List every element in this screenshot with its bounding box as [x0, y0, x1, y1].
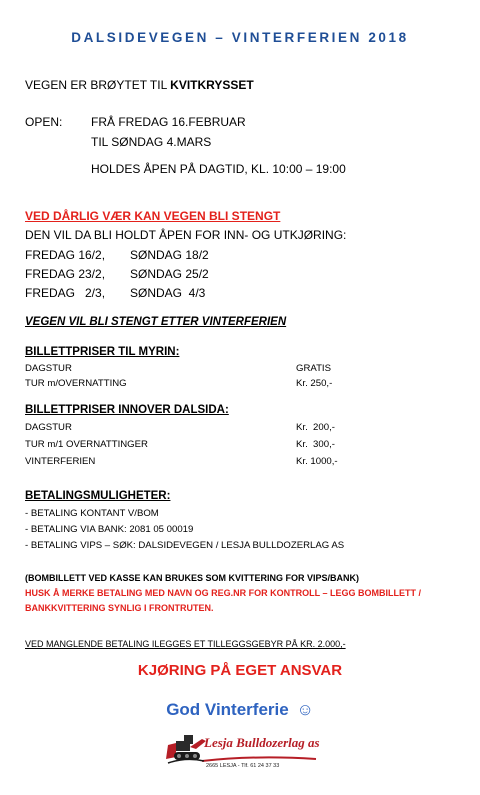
- company-logo: [166, 727, 326, 775]
- prices-dalsida-heading: BILLETTPRISER INNOVER DALSIDA:: [25, 404, 229, 416]
- closed-note: VEGEN VIL BLI STENGT ETTER VINTERFERIEN: [25, 316, 287, 328]
- price-label: VINTERFERIEN: [25, 456, 96, 467]
- logo-name: Lesja Bulldozerlag as: [204, 735, 320, 750]
- open-from: FRÅ FREDAG 16.FEBRUAR: [91, 115, 246, 129]
- greeting: [0, 700, 480, 720]
- road-status-prefix: VEGEN ER BRØYTET TIL: [25, 78, 171, 92]
- price-label: DAGSTUR: [25, 422, 72, 433]
- payment-item: - BETALING VIPS – SØK: DALSIDEVEGEN / LESJA BULLDOZERLAG AS: [25, 540, 345, 551]
- payment-item: - BETALING KONTANT V/BOM: [25, 508, 159, 519]
- reminder-line-2: BANKKVITTERING SYNLIG I FRONTRUTEN.: [25, 603, 214, 613]
- open-hours: HOLDES ÅPEN PÅ DAGTID, KL. 10:00 – 19:00: [91, 162, 346, 176]
- road-status: [25, 78, 254, 92]
- price-value: Kr. 250,-: [296, 378, 333, 389]
- price-value: Kr. 300,-: [296, 439, 335, 450]
- date-from: FREDAG 16/2,: [25, 248, 106, 262]
- road-destination: KVITKRYSSET: [170, 78, 254, 92]
- price-label: DAGSTUR: [25, 363, 72, 374]
- weather-warning: VED DÅRLIG VÆR KAN VEGEN BLI STENGT: [25, 209, 281, 223]
- own-risk-notice: KJØRING PÅ EGET ANSVAR: [137, 662, 343, 679]
- price-label: TUR m/1 OVERNATTINGER: [25, 439, 148, 450]
- date-from: FREDAG 23/2,: [25, 267, 106, 281]
- price-value: Kr. 1000,-: [296, 456, 338, 467]
- open-to: TIL SØNDAG 4.MARS: [91, 135, 212, 149]
- date-to: SØNDAG 25/2: [130, 267, 209, 281]
- greeting-text: God Vinterferie: [166, 700, 289, 719]
- payment-item: - BETALING VIA BANK: 2081 05 00019: [25, 524, 194, 535]
- smiley-icon: ☺: [296, 700, 314, 719]
- weather-note: DEN VIL DA BLI HOLDT ÅPEN FOR INN- OG UTKJØRING:: [25, 228, 347, 242]
- payment-heading: BETALINGSMULIGHETER:: [25, 490, 171, 502]
- reminder-line-1: HUSK Å MERKE BETALING MED NAVN OG REG.NR FOR KONTROLL – LEGG BOMBILLETT /: [25, 588, 421, 598]
- date-from: FREDAG 2/3,: [25, 286, 106, 300]
- date-to: SØNDAG 4/3: [130, 286, 206, 300]
- price-label: TUR m/OVERNATTING: [25, 378, 127, 389]
- receipt-note: (BOMBILLETT VED KASSE KAN BRUKES SOM KVITTERING FOR VIPS/BANK): [25, 573, 360, 583]
- logo-address: 2665 LESJA - Tlf. 61 24 37 33: [206, 763, 280, 769]
- price-value: Kr. 200,-: [296, 422, 335, 433]
- page-title: DALSIDEVEGEN – VINTERFERIEN 2018: [71, 30, 409, 45]
- date-to: SØNDAG 18/2: [130, 248, 209, 262]
- open-label: OPEN:: [25, 115, 63, 129]
- fee-note: VED MANGLENDE BETALING ILEGGES ET TILLEGGSGEBYR PÅ KR. 2.000,-: [25, 639, 346, 649]
- price-value: GRATIS: [296, 363, 332, 374]
- prices-myrin-heading: BILLETTPRISER TIL MYRIN:: [25, 346, 180, 358]
